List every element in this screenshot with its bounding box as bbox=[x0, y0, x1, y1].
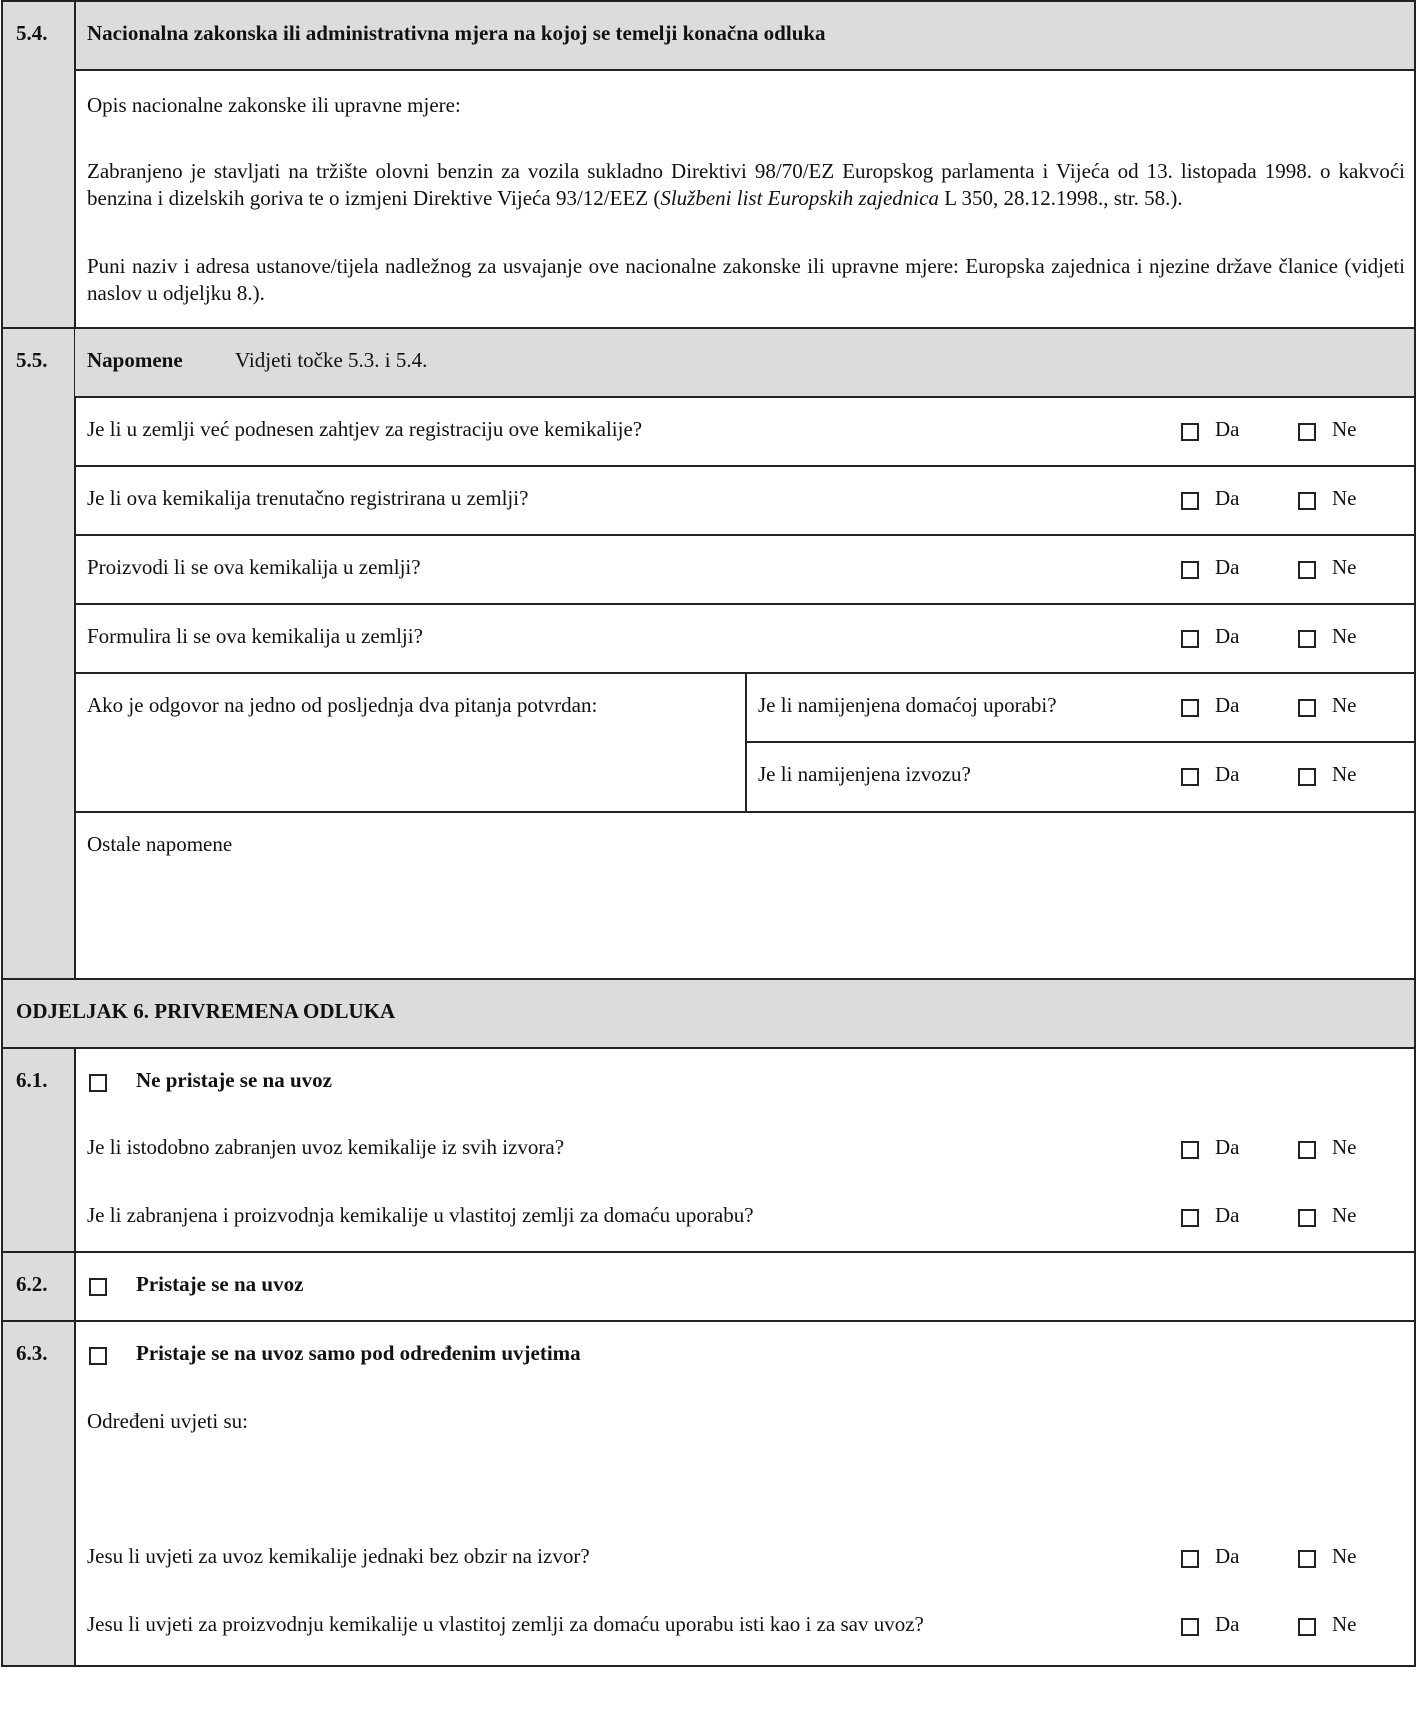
s63-q1-no-label: Ne bbox=[1332, 1544, 1357, 1568]
s55-q2-text: Je li ova kemikalija trenutačno registrirana u zemlji? bbox=[87, 486, 529, 510]
s55-q5-yes-checkbox[interactable] bbox=[1181, 699, 1199, 717]
s61-number: 6.1. bbox=[16, 1068, 48, 1092]
s63-q1-no-checkbox[interactable] bbox=[1298, 1550, 1316, 1568]
s6-heading: ODJELJAK 6. PRIVREMENA ODLUKA bbox=[16, 999, 396, 1023]
s55-number: 5.5. bbox=[16, 348, 48, 372]
s55-q5-text: Je li namijenjena domaćoj uporabi? bbox=[758, 693, 1057, 717]
s55-q4-yes-checkbox[interactable] bbox=[1181, 630, 1199, 648]
s54-title: Nacionalna zakonska ili administrativna mjera na kojoj se temelji konačna odluka bbox=[87, 21, 826, 45]
s55-q2-yes-label: Da bbox=[1215, 486, 1240, 510]
s54-authority-text: Puni naziv i adresa ustanove/tijela nadležnog za usvajanje ove nacionalne zakonske ili upravne mjere: Europska zajednica i njezine države članice (vidjeti naslov u odjeljku 8.). bbox=[87, 254, 1405, 305]
s61-q1-no-label: Ne bbox=[1332, 1135, 1357, 1159]
s63-q1-yes-label: Da bbox=[1215, 1544, 1240, 1568]
s63-number: 6.3. bbox=[16, 1341, 48, 1365]
s63-q2-text: Jesu li uvjeti za proizvodnju kemikalije u vlastitoj zemlji za domaću uporabu isti kao i za sav uvoz? bbox=[87, 1612, 924, 1636]
s61-title: Ne pristaje se na uvoz bbox=[136, 1068, 332, 1092]
s63-conditions-field[interactable] bbox=[87, 1440, 1407, 1535]
s55-q2-no-label: Ne bbox=[1332, 486, 1357, 510]
s55-q3-yes-label: Da bbox=[1215, 555, 1240, 579]
s63-q2-yes-checkbox[interactable] bbox=[1181, 1618, 1199, 1636]
s54-number: 5.4. bbox=[16, 21, 48, 45]
s61-checkbox[interactable] bbox=[89, 1074, 107, 1092]
s55-q6-no-checkbox[interactable] bbox=[1298, 768, 1316, 786]
s61-q2-yes-checkbox[interactable] bbox=[1181, 1209, 1199, 1227]
s61-q2-no-label: Ne bbox=[1332, 1203, 1357, 1227]
s62-checkbox[interactable] bbox=[89, 1278, 107, 1296]
s55-other-remarks-field[interactable] bbox=[87, 860, 1407, 970]
s55-q5-yes-label: Da bbox=[1215, 693, 1240, 717]
s63-title: Pristaje se na uvoz samo pod određenim uvjetima bbox=[136, 1341, 581, 1365]
s54-desc-text: Zabranjeno je stavljati na tržište olovni benzin za vozila sukladno Direktivi 98/70/EZ Europskog parlamenta i Vijeća od 13. listopada 1998. o kakvoći benzina i dizelskih goriva te o izmjeni Direktive Vijeća 93/12/EEZ (Službeni list Europskih zajednica L 350, 28.12.1998., str. 58.). bbox=[87, 159, 1405, 210]
s54-num-cell bbox=[3, 2, 75, 328]
s55-q2-yes-checkbox[interactable] bbox=[1181, 492, 1199, 510]
s63-checkbox[interactable] bbox=[89, 1347, 107, 1365]
s55-q1-yes-label: Da bbox=[1215, 417, 1240, 441]
s61-q2-no-checkbox[interactable] bbox=[1298, 1209, 1316, 1227]
s55-num-cell bbox=[3, 329, 74, 978]
s55-q6-no-label: Ne bbox=[1332, 762, 1357, 786]
s61-q1-yes-label: Da bbox=[1215, 1135, 1240, 1159]
s55-q6-text: Je li namijenjena izvozu? bbox=[758, 762, 971, 786]
s55-q3-no-checkbox[interactable] bbox=[1298, 561, 1316, 579]
s63-q2-yes-label: Da bbox=[1215, 1612, 1240, 1636]
s55-reference: Vidjeti točke 5.3. i 5.4. bbox=[235, 348, 428, 372]
s55-q4-no-checkbox[interactable] bbox=[1298, 630, 1316, 648]
s55-title: Napomene bbox=[87, 348, 183, 372]
s61-q1-text: Je li istodobno zabranjen uvoz kemikalije iz svih izvora? bbox=[87, 1135, 565, 1159]
s55-q5-no-checkbox[interactable] bbox=[1298, 699, 1316, 717]
s63-q1-text: Jesu li uvjeti za uvoz kemikalije jednaki bez obzir na izvor? bbox=[87, 1544, 590, 1568]
s62-number: 6.2. bbox=[16, 1272, 48, 1296]
s55-q5-no-label: Ne bbox=[1332, 693, 1357, 717]
s55-q6-yes-checkbox[interactable] bbox=[1181, 768, 1199, 786]
s55-conditional-text: Ako je odgovor na jedno od posljednja dva pitanja potvrdan: bbox=[87, 693, 598, 717]
s54-desc-label: Opis nacionalne zakonske ili upravne mjere: bbox=[87, 93, 461, 117]
s55-q3-no-label: Ne bbox=[1332, 555, 1357, 579]
s63-q2-no-checkbox[interactable] bbox=[1298, 1618, 1316, 1636]
s55-q4-text: Formulira li se ova kemikalija u zemlji? bbox=[87, 624, 423, 648]
s55-other-remarks-label: Ostale napomene bbox=[87, 832, 233, 856]
form-page bbox=[1, 0, 1416, 1667]
s55-q4-no-label: Ne bbox=[1332, 624, 1357, 648]
s55-q3-yes-checkbox[interactable] bbox=[1181, 561, 1199, 579]
s63-q1-yes-checkbox[interactable] bbox=[1181, 1550, 1199, 1568]
s61-q1-yes-checkbox[interactable] bbox=[1181, 1141, 1199, 1159]
s55-q1-no-checkbox[interactable] bbox=[1298, 423, 1316, 441]
s55-q1-no-label: Ne bbox=[1332, 417, 1357, 441]
s63-num-cell bbox=[3, 1322, 74, 1665]
s55-q1-yes-checkbox[interactable] bbox=[1181, 423, 1199, 441]
s63-conditions-label: Određeni uvjeti su: bbox=[87, 1409, 248, 1433]
s55-q4-yes-label: Da bbox=[1215, 624, 1240, 648]
s61-q1-no-checkbox[interactable] bbox=[1298, 1141, 1316, 1159]
s55-q2-no-checkbox[interactable] bbox=[1298, 492, 1316, 510]
s62-title: Pristaje se na uvoz bbox=[136, 1272, 304, 1296]
s55-q1-text: Je li u zemlji već podnesen zahtjev za registraciju ove kemikalije? bbox=[87, 417, 643, 441]
s63-q2-no-label: Ne bbox=[1332, 1612, 1357, 1636]
s55-q3-text: Proizvodi li se ova kemikalija u zemlji? bbox=[87, 555, 421, 579]
s61-q2-yes-label: Da bbox=[1215, 1203, 1240, 1227]
s55-q6-yes-label: Da bbox=[1215, 762, 1240, 786]
s61-q2-text: Je li zabranjena i proizvodnja kemikalije u vlastitoj zemlji za domaću uporabu? bbox=[87, 1203, 754, 1227]
